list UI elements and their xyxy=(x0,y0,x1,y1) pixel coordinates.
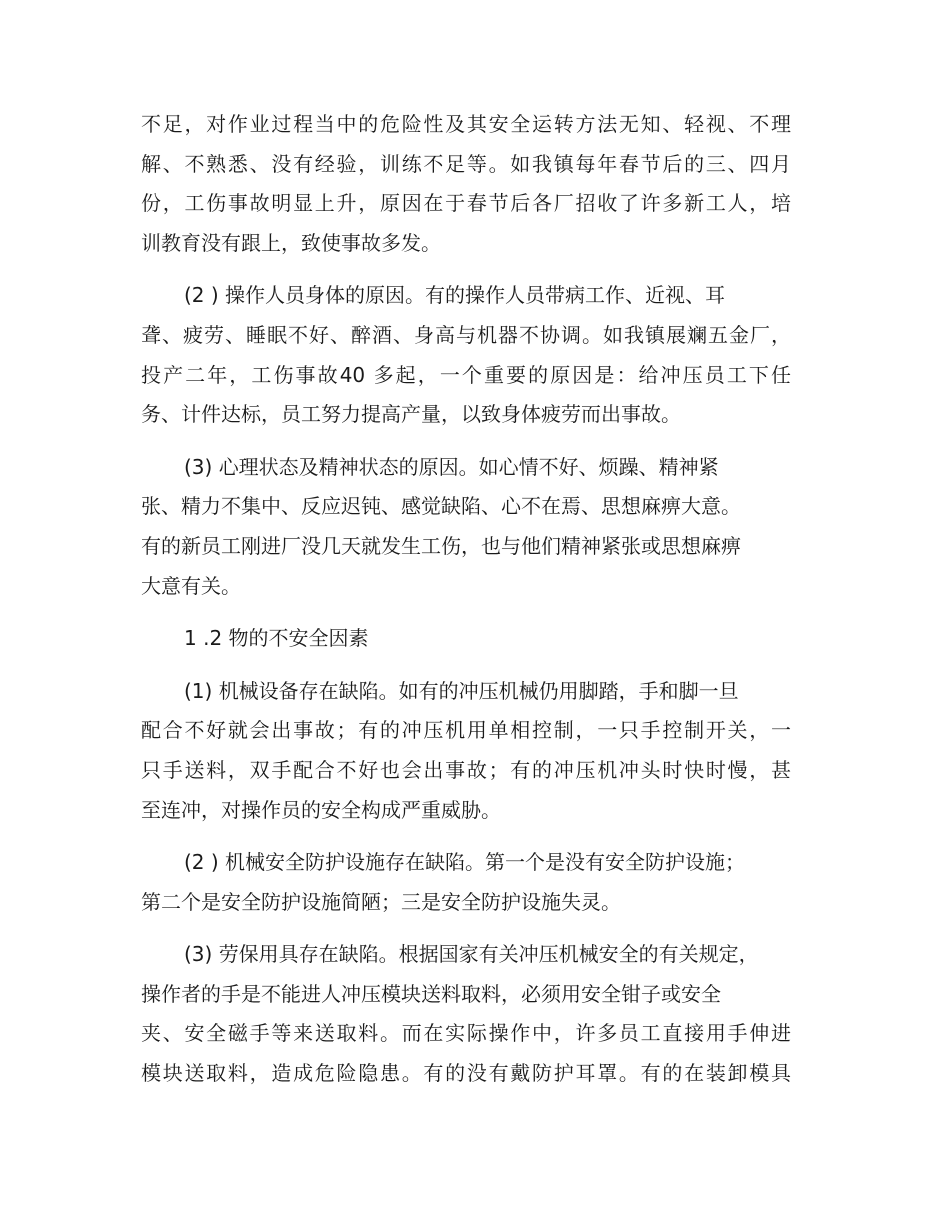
document-body xyxy=(141,105,809,1107)
text-line: 模块送取料，造成危险隐患。有的没有戴防护耳罩。有的在装卸模具 xyxy=(141,1061,791,1086)
text-line: (3) 心理状态及精神状态的原因。如心情不好、烦躁、精神紧 xyxy=(184,454,719,479)
text-line: 大意有关。 xyxy=(141,573,241,598)
text-line: (2 ) 操作人员身体的原因。有的操作人员带病工作、近视、耳 xyxy=(184,283,726,308)
section-title: 1 .2 物的不安全因素 xyxy=(184,626,369,651)
text-line: 至连冲，对操作员的安全构成严重威胁。 xyxy=(141,797,501,822)
paragraph-equipment-defects xyxy=(141,672,809,830)
paragraph-training-deficiency xyxy=(141,105,809,263)
text-line: 解、不熟悉、没有经验，训练不足等。如我镇每年春节后的三、四月 xyxy=(141,151,791,176)
paragraph-protection-defects xyxy=(141,843,809,922)
text-line: 操作者的手是不能进人冲压模块送料取料，必须用安全钳子或安全 xyxy=(141,981,721,1006)
text-line: 务、计件达标，员工努力提高产量，以致身体疲劳而出事故。 xyxy=(141,402,681,427)
paragraph-mental-causes xyxy=(141,448,809,606)
text-line: 夹、安全磁手等来送取料。而在实际操作中，许多员工直接用手伸进 xyxy=(141,1021,791,1046)
text-line: 训教育没有跟上，致使事故多发。 xyxy=(141,230,441,255)
paragraph-physical-causes xyxy=(141,276,809,434)
text-line: 配合不好就会出事故；有的冲压机用单相控制，一只手控制开关，一 xyxy=(141,718,791,743)
paragraph-ppe-defects xyxy=(141,935,809,1093)
text-line: (2 ) 机械安全防护设施存在缺陷。第一个是没有安全防护设施； xyxy=(184,850,746,875)
section-heading xyxy=(141,619,809,659)
text-line: (1) 机械设备存在缺陷。如有的冲压机械仍用脚踏，手和脚一旦 xyxy=(184,678,739,703)
text-line: 不足，对作业过程当中的危险性及其安全运转方法无知、轻视、不理 xyxy=(141,112,791,136)
text-line: 第二个是安全防护设施简陋；三是安全防护设施失灵。 xyxy=(141,889,621,914)
text-line: 聋、疲劳、睡眠不好、醉酒、身高与机器不协调。如我镇展斓五金厂， xyxy=(141,322,791,347)
text-line: (3) 劳保用具存在缺陷。根据国家有关冲压机械安全的有关规定， xyxy=(184,942,759,967)
text-line: 有的新员工刚进厂没几天就发生工伤，也与他们精神紧张或思想麻痹 xyxy=(141,533,741,558)
text-line: 份，工伤事故明显上升，原因在于春节后各厂招收了许多新工人，培 xyxy=(141,191,791,216)
text-line: 投产二年，工伤事故40 多起，一个重要的原因是：给冲压员工下任 xyxy=(141,362,791,387)
text-line: 张、精力不集中、反应迟钝、感觉缺陷、心不在焉、思想麻痹大意。 xyxy=(141,494,741,519)
text-line: 只手送料，双手配合不好也会出事故；有的冲压机冲头时快时慢，甚 xyxy=(141,757,791,782)
